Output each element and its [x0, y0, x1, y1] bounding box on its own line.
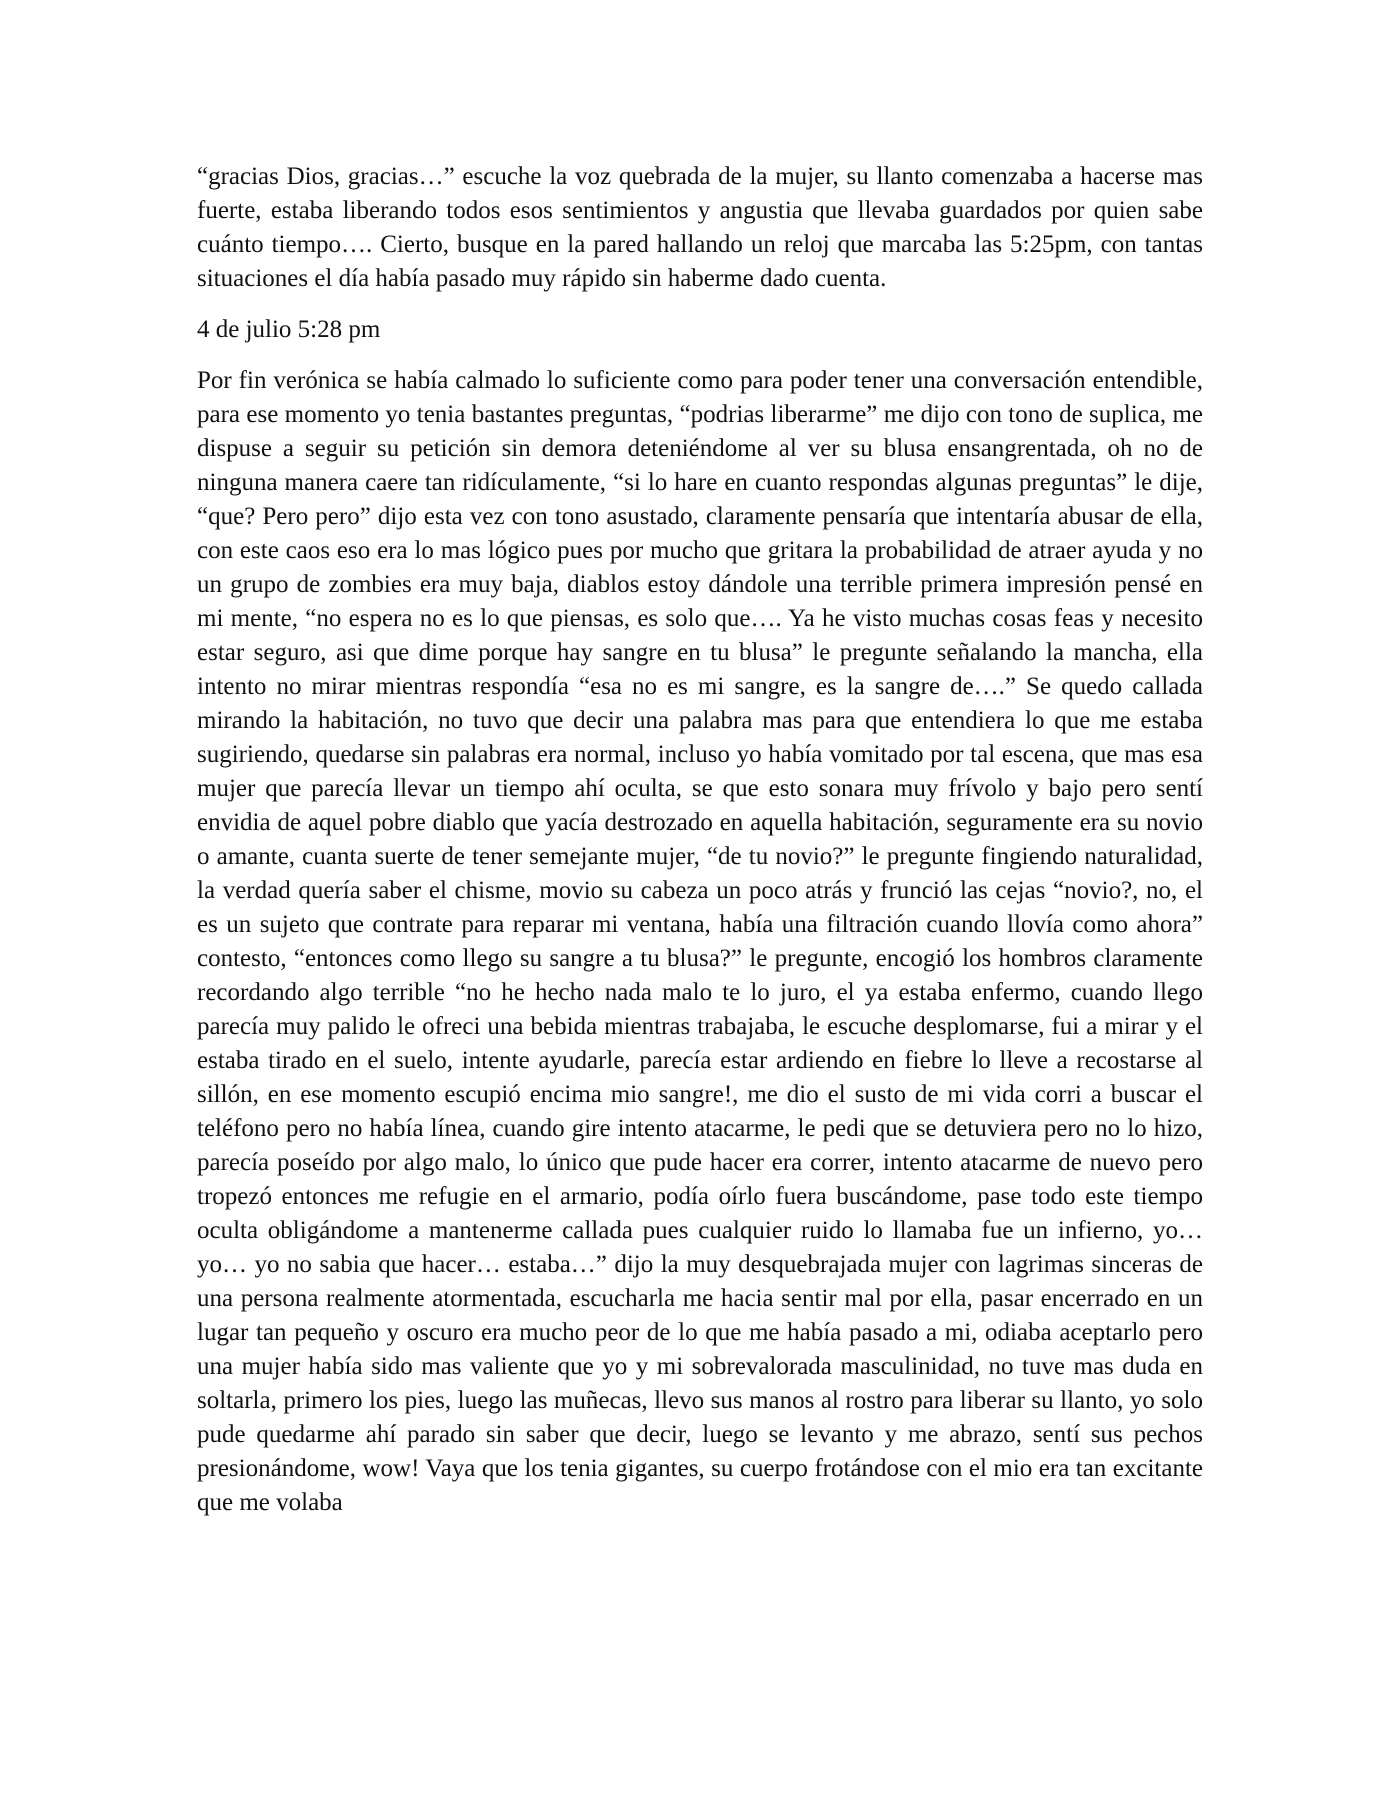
document-body: [197, 160, 1203, 1520]
date-heading: 4 de julio 5:28 pm: [197, 316, 381, 343]
paragraph-main: Por fin verónica se había calmado lo suficiente como para poder tener una conversación entendible, para ese momento yo tenia bastantes preguntas, “podrias liberarme” me dijo con tono de suplica, me dispuse a seguir su petición sin demora deteniéndome al ver su blusa ensangrentada, oh no de ninguna manera caere tan ridículamente, “si lo hare en cuanto respondas algunas preguntas” le dije, “que? Pero pero” dijo esta vez con tono asustado, claramente pensaría que intentaría abusar de ella, con este caos eso era lo mas lógico pues por mucho que gritara la probabilidad de atraer ayuda y no un grupo de zombies era muy baja, diablos estoy dándole una terrible primera impresión pensé en mi mente, “no espera no es lo que piensas, es solo que…. Ya he visto muchas cosas feas y necesito estar seguro, asi que dime porque hay sangre en tu blusa” le pregunte señalando la mancha, ella intento no mirar mientras respondía “esa no es mi sangre, es la sangre de….” Se quedo callada mirando la habitación, no tuvo que decir una palabra mas para que entendiera lo que me estaba sugiriendo, quedarse sin palabras era normal, incluso yo había vomitado por tal escena, que mas esa mujer que parecía llevar un tiempo ahí oculta, se que esto sonara muy frívolo y bajo pero sentí envidia de aquel pobre diablo que yacía destrozado en aquella habitación, seguramente era su novio o amante, cuanta suerte de tener semejante mujer, “de tu novio?” le pregunte fingiendo naturalidad, la verdad quería saber el chisme, movio su cabeza un poco atrás y frunció las cejas “novio?, no, el es un sujeto que contrate para reparar mi ventana, había una filtración cuando llovía como ahora” contesto, “entonces como llego su sangre a tu blusa?” le pregunte, encogió los hombros claramente recordando algo terrible “no he hecho nada malo te lo juro, el ya estaba enfermo, cuando llego parecía muy palido le ofreci una bebida mientras trabajaba, le escuche desplomarse, fui a mirar y el estaba tirado en el suelo, intente ayudarle, parecía estar ardiendo en fiebre lo lleve a recostarse al sillón, en ese momento escupió encima mio sangre!, me dio el susto de mi vida corri a buscar el teléfono pero no había línea, cuando gire intento atacarme, le pedi que se detuviera pero no lo hizo, parecía poseído por algo malo, lo único que pude hacer era correr, intento atacarme de nuevo pero tropezó entonces me refugie en el armario, podía oírlo fuera buscándome, pase todo este tiempo oculta obligándome a mantenerme callada pues cualquier ruido lo llamaba fue un infierno, yo… yo… yo no sabia que hacer… estaba…” dijo la muy desquebrajada mujer con lagrimas sinceras de una persona realmente atormentada, escucharla me hacia sentir mal por ella, pasar encerrado en un lugar tan pequeño y oscuro era mucho peor de lo que me había pasado a mi, odiaba aceptarlo pero una mujer había sido mas valiente que yo y mi sobrevalorada masculinidad, no tuve mas duda en soltarla, primero los pies, luego las muñecas, llevo sus manos al rostro para liberar su llanto, yo solo pude quedarme ahí parado sin saber que decir, luego se levanto y me abrazo, sentí sus pechos presionándome, wow! Vaya que los tenia gigantes, su cuerpo frotándose con el mio era tan excitante que me volaba: [197, 367, 1203, 1516]
paragraph-opening: “gracias Dios, gracias…” escuche la voz quebrada de la mujer, su llanto comenzaba a hacerse mas fuerte, estaba liberando todos esos sentimientos y angustia que llevaba guardados por quien sabe cuánto tiempo…. Cierto, busque en la pared hallando un reloj que marcaba las 5:25pm, con tantas situaciones el día había pasado muy rápido sin haberme dado cuenta.: [197, 163, 1203, 292]
